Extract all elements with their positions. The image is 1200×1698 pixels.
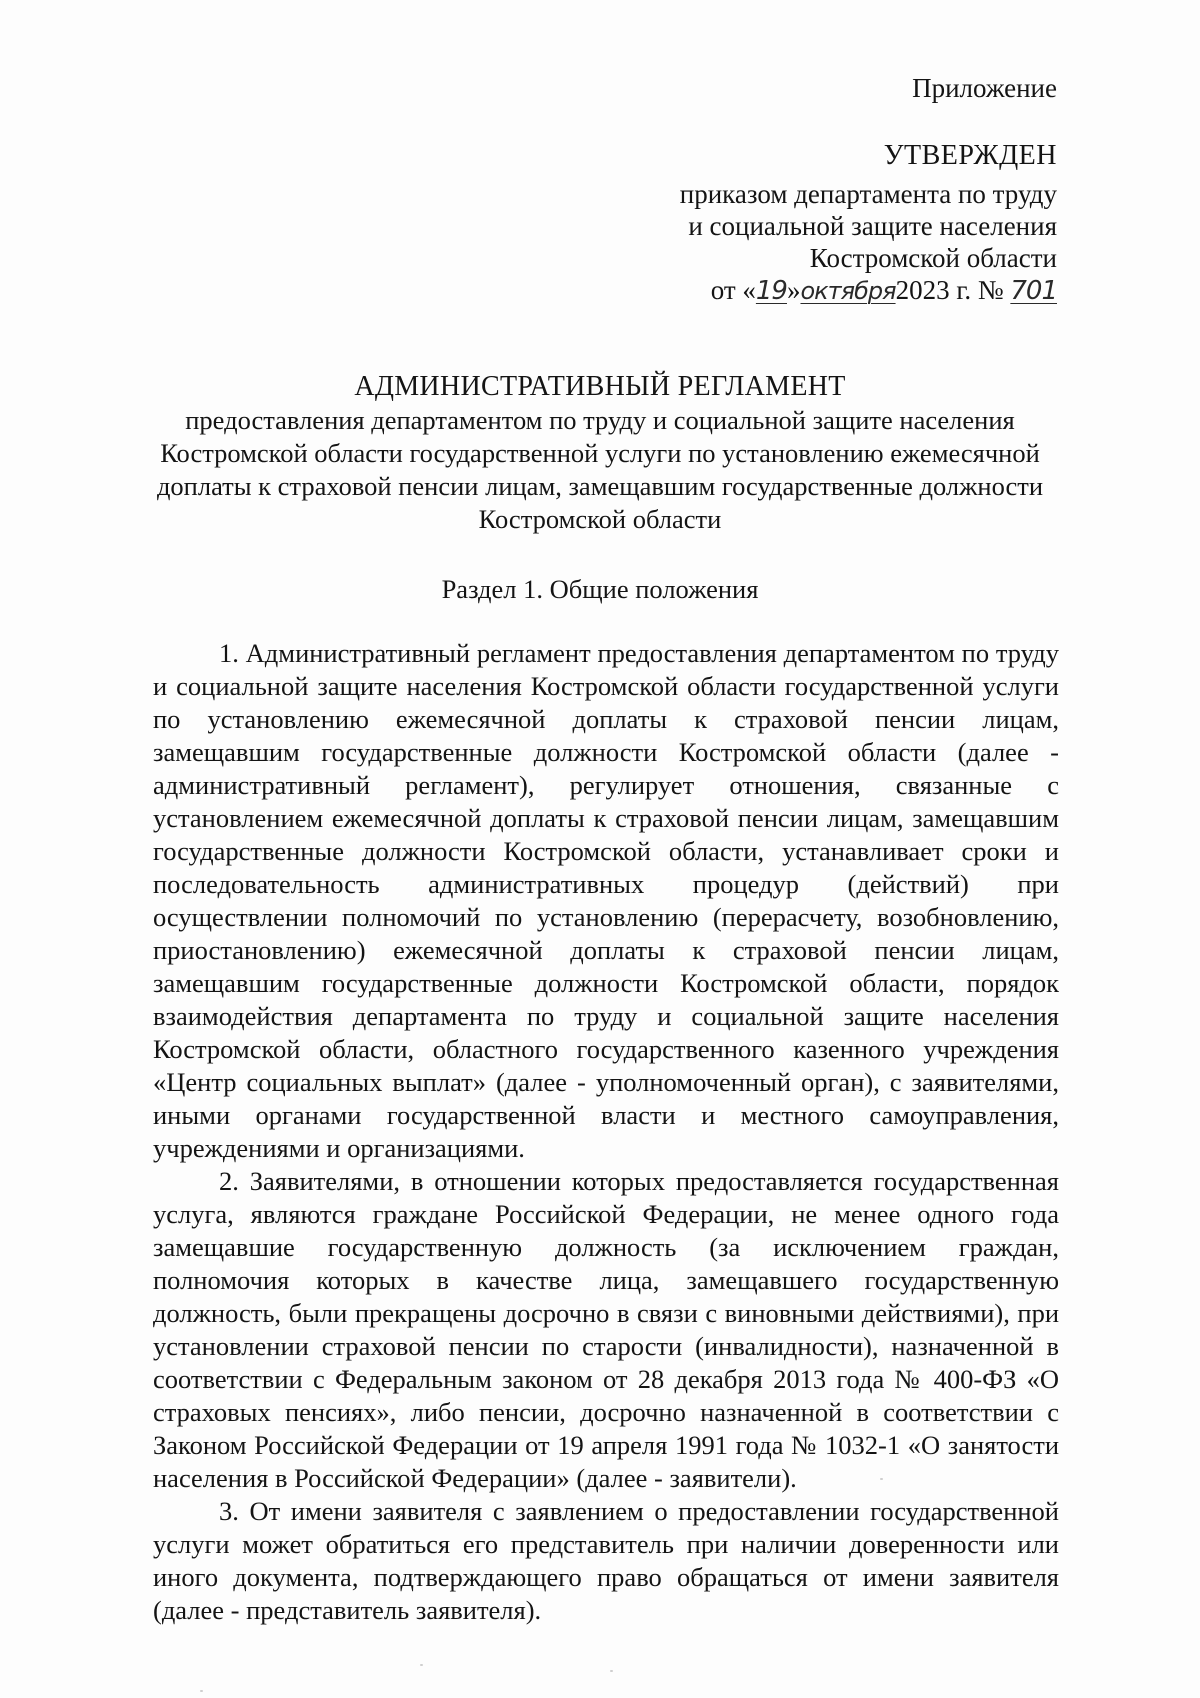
order-day-handwritten: 19	[755, 276, 787, 306]
document-title-block	[140, 370, 1060, 536]
document-subtitle-line: предоставления департаментом по труду и социальной защите населения	[185, 405, 1015, 435]
paragraph: 2. Заявителями, в отношении которых предоставляется государственная услуга, являются граждане Российской Федерации, не менее одного года замещавшие государственную должность (за исключением граждан, полномочия которых в качестве лица, замещавшего государственную должность, были прекращены досрочно в связи с виновными действиями), при установлении страховой пенсии по старости (инвалидности), назначенной в соответствии с Федеральным законом от 28 декабря 2013 года № 400-ФЗ «О страховых пенсиях», либо пенсии, досрочно назначенной в соответствии с Законом Российской Федерации от 19 апреля 1991 года № 1032-1 «О занятости населения в Российской Федерации» (далее - заявители).	[153, 1166, 1059, 1493]
section-title: Раздел 1. Общие положения	[441, 574, 759, 604]
scan-speck	[200, 1690, 203, 1692]
order-month-handwritten: октября	[800, 277, 896, 305]
paragraph: 3. От имени заявителя с заявлением о предоставлении государственной услуги может обратиться его представитель при наличии доверенности или иного документа, подтверждающего право обращаться от имени заявителя (далее - представитель заявителя).	[153, 1496, 1059, 1625]
approved-line: Костромской области	[809, 243, 1057, 273]
document-subtitle-line: Костромской области	[478, 504, 722, 534]
paragraph: 1. Административный регламент предоставления департаментом по труду и социальной защите населения Костромской области государственной услуги по установлению ежемесячной доплаты к страховой пенсии лицам, замещавшим государственные должности Костромской области (далее - административный регламент), регулирует отношения, связанные с установлением ежемесячной доплаты к страховой пенсии лицам, замещавшим государственные должности Костромской области, устанавливает сроки и последовательность административных процедур (действий) при осуществлении полномочий по установлению (перерасчету, возобновлению, приостановлению) ежемесячной доплаты к страховой пенсии лицам, замещавшим государственные должности Костромской области, порядок взаимодействия департамента по труду и социальной защите населения Костромской области, областного государственного казенного учреждения «Центр социальных выплат» (далее - уполномоченный орган), с заявителями, иными органами государственной власти и местного самоуправления, учреждениями и организациями.	[153, 638, 1059, 1163]
document-title: АДМИНИСТРАТИВНЫЙ РЕГЛАМЕНТ	[354, 371, 846, 402]
order-line	[537, 274, 1057, 307]
appendix-label: Приложение	[912, 73, 1057, 103]
scan-speck	[420, 1664, 423, 1666]
scan-speck	[610, 1670, 613, 1672]
document-subtitle-line: Костромской области государственной услуги по установлению ежемесячной	[160, 438, 1040, 468]
document-subtitle-line: доплаты к страховой пенсии лицам, замещавшим государственные должности	[156, 471, 1044, 501]
approved-line: и социальной защите населения	[688, 211, 1057, 241]
scan-speck	[880, 1478, 883, 1480]
order-prefix: от «	[710, 275, 756, 305]
document-body	[153, 637, 1059, 1627]
order-quote-close: »	[786, 275, 801, 305]
order-number-handwritten: 701	[1010, 276, 1057, 306]
approved-line: приказом департамента по труду	[679, 179, 1057, 209]
approval-block	[537, 140, 1057, 307]
approved-title: УТВЕРЖДЕН	[883, 140, 1057, 171]
order-year: 2023 г. №	[895, 275, 1004, 305]
